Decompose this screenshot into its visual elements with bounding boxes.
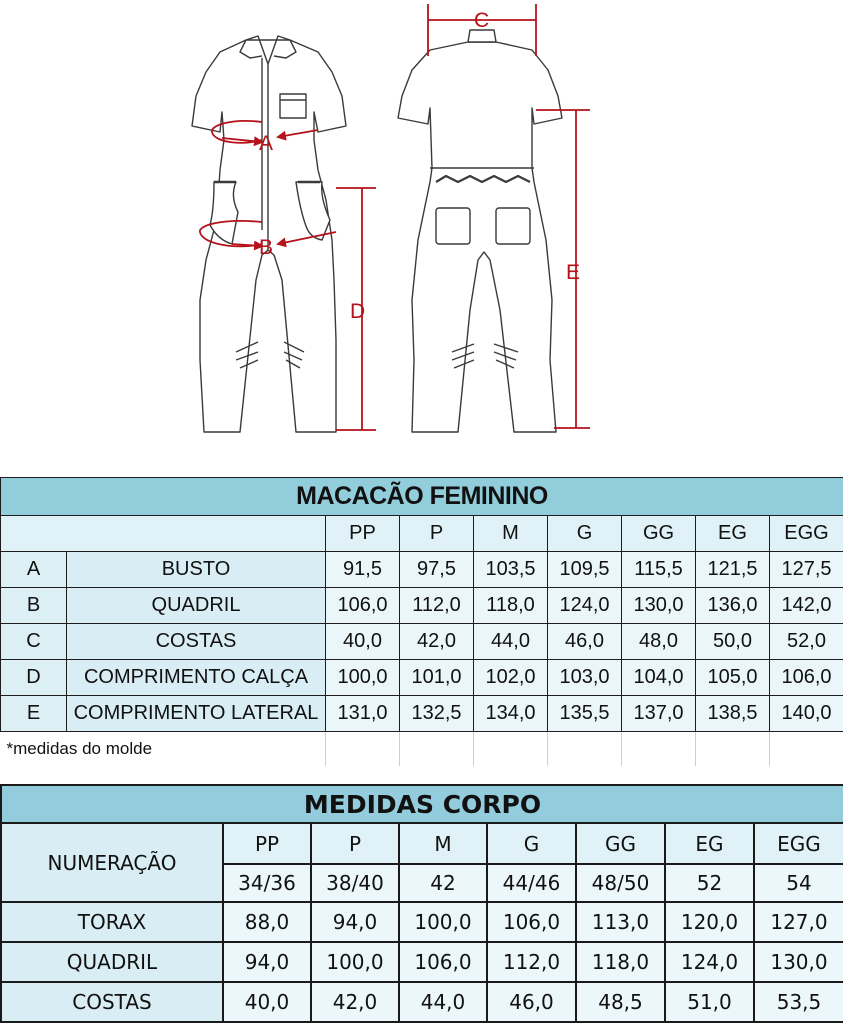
cell-value: 42,0 [311, 982, 399, 1022]
cell-value: 106,0 [326, 588, 400, 624]
jumpsuit-illustration [0, 0, 843, 470]
cell-value: 88,0 [223, 902, 311, 942]
table1-size-header: G [548, 516, 622, 552]
cell-value: 118,0 [474, 588, 548, 624]
row-label: COSTAS [67, 624, 326, 660]
table1-header-blank [1, 516, 326, 552]
table1-size-header: GG [622, 516, 696, 552]
cell-value: 138,5 [696, 696, 770, 732]
cell-value: 91,5 [326, 552, 400, 588]
cell-value: 40,0 [326, 624, 400, 660]
table2-size-header: PP [223, 823, 311, 864]
table1-title: MACACÃO FEMININO [1, 478, 843, 516]
cell-value: 53,5 [754, 982, 843, 1022]
body-measurements-table [0, 784, 843, 1023]
cell-value: 134,0 [474, 696, 548, 732]
cell-value: 140,0 [770, 696, 843, 732]
cell-value: 121,5 [696, 552, 770, 588]
table-row [1, 696, 843, 732]
cell-value: 132,5 [400, 696, 474, 732]
cell-value: 103,0 [548, 660, 622, 696]
table2-size-header: EG [665, 823, 754, 864]
row-label: TORAX [1, 902, 223, 942]
cell-value: 109,5 [548, 552, 622, 588]
blank-cell [326, 732, 400, 767]
size-number: 44/46 [487, 864, 576, 902]
row-label: QUADRIL [67, 588, 326, 624]
size-number: 54 [754, 864, 843, 902]
table2-size-header: GG [576, 823, 665, 864]
row-code: E [1, 696, 67, 732]
cell-value: 120,0 [665, 902, 754, 942]
row-code: B [1, 588, 67, 624]
cell-value: 130,0 [622, 588, 696, 624]
cell-value: 50,0 [696, 624, 770, 660]
cell-value: 52,0 [770, 624, 843, 660]
numeracao-label: NUMERAÇÃO [1, 823, 223, 902]
table1-size-header: M [474, 516, 548, 552]
cell-value: 118,0 [576, 942, 665, 982]
footnote: *medidas do molde [1, 732, 326, 767]
cell-value: 127,0 [754, 902, 843, 942]
label-a: A [259, 132, 274, 155]
row-label: COSTAS [1, 982, 223, 1022]
cell-value: 106,0 [487, 902, 576, 942]
table2-size-header: G [487, 823, 576, 864]
cell-value: 102,0 [474, 660, 548, 696]
cell-value: 112,0 [400, 588, 474, 624]
cell-value: 46,0 [487, 982, 576, 1022]
cell-value: 105,0 [696, 660, 770, 696]
cell-value: 51,0 [665, 982, 754, 1022]
size-number: 34/36 [223, 864, 311, 902]
cell-value: 94,0 [311, 902, 399, 942]
label-b: B [259, 236, 274, 259]
size-number: 48/50 [576, 864, 665, 902]
table1-size-header: EGG [770, 516, 843, 552]
row-code: D [1, 660, 67, 696]
cell-value: 106,0 [399, 942, 487, 982]
cell-value: 142,0 [770, 588, 843, 624]
table1-size-header-row [1, 516, 843, 552]
blank-cell [622, 732, 696, 767]
size-number: 38/40 [311, 864, 399, 902]
table2-size-header: M [399, 823, 487, 864]
row-label: QUADRIL [1, 942, 223, 982]
table2-size-header: P [311, 823, 399, 864]
cell-value: 136,0 [696, 588, 770, 624]
blank-cell [400, 732, 474, 767]
row-label: COMPRIMENTO LATERAL [67, 696, 326, 732]
size-number: 52 [665, 864, 754, 902]
cell-value: 42,0 [400, 624, 474, 660]
cell-value: 106,0 [770, 660, 843, 696]
cell-value: 135,5 [548, 696, 622, 732]
table1-footnote-row [1, 732, 843, 767]
back-view-drawing [398, 30, 562, 432]
table-row [1, 624, 843, 660]
table-row [1, 588, 843, 624]
label-e: E [566, 261, 581, 284]
cell-value: 103,5 [474, 552, 548, 588]
cell-value: 40,0 [223, 982, 311, 1022]
table1-size-header: EG [696, 516, 770, 552]
label-d: D [350, 300, 366, 323]
blank-cell [696, 732, 770, 767]
pattern-measurements-table [0, 477, 843, 766]
cell-value: 48,5 [576, 982, 665, 1022]
row-label: BUSTO [67, 552, 326, 588]
cell-value: 100,0 [311, 942, 399, 982]
cell-value: 100,0 [399, 902, 487, 942]
cell-value: 137,0 [622, 696, 696, 732]
table1-size-header: PP [326, 516, 400, 552]
table-row [1, 552, 843, 588]
cell-value: 101,0 [400, 660, 474, 696]
row-label: COMPRIMENTO CALÇA [67, 660, 326, 696]
table2-size-header-row [1, 823, 843, 864]
cell-value: 113,0 [576, 902, 665, 942]
cell-value: 131,0 [326, 696, 400, 732]
table2-size-header: EGG [754, 823, 843, 864]
cell-value: 44,0 [399, 982, 487, 1022]
label-c: C [474, 9, 490, 32]
cell-value: 127,5 [770, 552, 843, 588]
table-row [1, 902, 843, 942]
table1-size-header: P [400, 516, 474, 552]
table2-title: MEDIDAS CORPO [1, 785, 843, 823]
cell-value: 44,0 [474, 624, 548, 660]
cell-value: 100,0 [326, 660, 400, 696]
table-row [1, 660, 843, 696]
cell-value: 124,0 [548, 588, 622, 624]
cell-value: 48,0 [622, 624, 696, 660]
cell-value: 97,5 [400, 552, 474, 588]
blank-cell [474, 732, 548, 767]
row-code: A [1, 552, 67, 588]
table-row [1, 982, 843, 1022]
cell-value: 115,5 [622, 552, 696, 588]
row-code: C [1, 624, 67, 660]
cell-value: 46,0 [548, 624, 622, 660]
size-number: 42 [399, 864, 487, 902]
cell-value: 112,0 [487, 942, 576, 982]
table-row [1, 942, 843, 982]
cell-value: 104,0 [622, 660, 696, 696]
cell-value: 130,0 [754, 942, 843, 982]
blank-cell [770, 732, 843, 767]
blank-cell [548, 732, 622, 767]
cell-value: 124,0 [665, 942, 754, 982]
cell-value: 94,0 [223, 942, 311, 982]
